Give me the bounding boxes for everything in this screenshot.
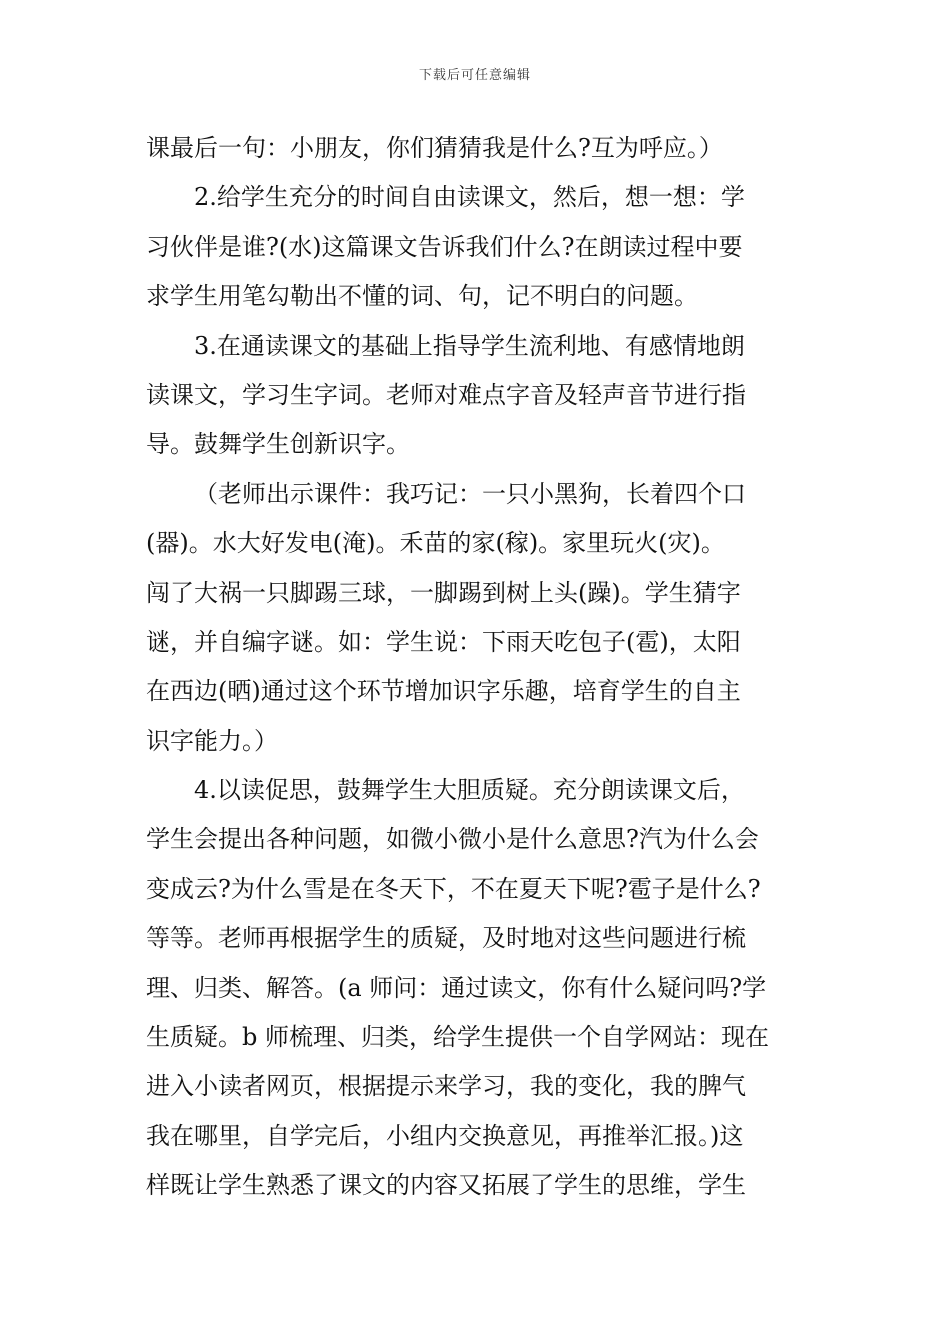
text-line: 3.在通读课文的基础上指导学生流利地、有感情地朗: [194, 331, 745, 360]
text-line: 4.以读促思，鼓舞学生大胆质疑。充分朗读课文后，: [194, 776, 745, 805]
text-line: 导。鼓舞学生创新识字。: [146, 430, 410, 459]
text-line: 闯了大祸一只脚踢三球，一脚踢到树上头(躁)。学生猜字: [146, 578, 741, 607]
text-line: 变成云?为什么雪是在冬天下，不在夏天下呢?雹子是什么?: [146, 874, 761, 903]
text-line: 读课文，学习生字词。老师对难点字音及轻声音节进行指: [146, 380, 746, 409]
text-line: （老师出示课件：我巧记：一只小黑狗，长着四个口: [194, 479, 746, 508]
document-body: [146, 124, 806, 1211]
text-line: 等等。老师再根据学生的质疑，及时地对这些问题进行梳: [146, 924, 746, 953]
text-line: 习伙伴是谁?(水)这篇课文告诉我们什么?在朗读过程中要: [146, 232, 743, 261]
text-line: 我在哪里，自学完后，小组内交换意见，再推举汇报。)这: [146, 1121, 744, 1150]
text-line: 生质疑。b 师梳理、归类，给学生提供一个自学网站：现在: [146, 1023, 769, 1052]
text-line: 谜，并自编字谜。如：学生说：下雨天吃包子(雹)，太阳: [146, 627, 741, 656]
text-line: (器)。水大好发电(淹)。禾苗的家(稼)。家里玩火(灾)。: [146, 529, 725, 558]
text-line: 进入小读者网页，根据提示来学习，我的变化，我的脾气: [146, 1072, 746, 1101]
text-line: 识字能力。）: [146, 726, 278, 755]
text-line: 2.给学生充分的时间自由读课文，然后，想一想：学: [194, 183, 745, 212]
text-line: 样既让学生熟悉了课文的内容又拓展了学生的思维，学生: [146, 1171, 746, 1200]
text-line: 理、归类、解答。(a 师问：通过读文，你有什么疑问吗?学: [146, 973, 767, 1002]
text-line: 求学生用笔勾勒出不懂的词、句，记不明白的问题。: [146, 282, 698, 311]
page-header: 下载后可任意编辑: [418, 68, 531, 83]
text-line: 在西边(晒)通过这个环节增加识字乐趣，培育学生的自主: [146, 677, 741, 706]
text-line: 学生会提出各种问题，如微小微小是什么意思?汽为什么会: [146, 825, 759, 854]
text-line: 课最后一句：小朋友，你们猜猜我是什么?互为呼应。）: [146, 134, 723, 162]
